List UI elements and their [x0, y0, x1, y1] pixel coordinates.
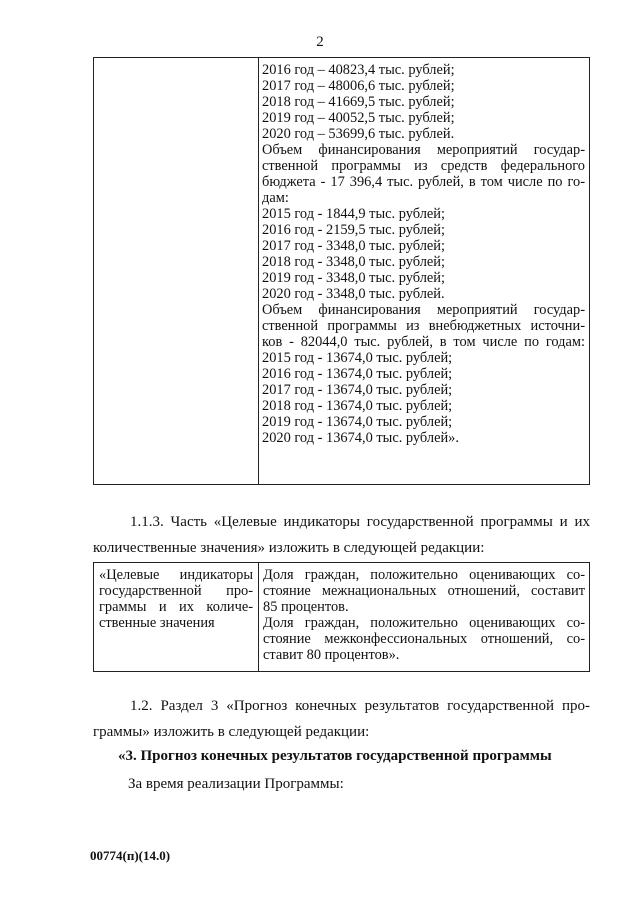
table-line: 2018 год – 41669,5 тыс. рублей; [262, 94, 455, 110]
table-line: бюджета - 17 396,4 тыс. рублей, в том числе по го- [262, 174, 585, 190]
table-line: 2020 год - 3348,0 тыс. рублей. [262, 286, 445, 302]
table-line: Объем финансирования мероприятий государ- [262, 302, 585, 318]
financing-cell [262, 62, 585, 446]
table-line: 2019 год - 3348,0 тыс. рублей; [262, 270, 445, 286]
table-line: Доля граждан, положительно оценивающих со- [263, 615, 585, 631]
table-line: дам: [262, 190, 289, 206]
paragraph-line: 1.1.3. Часть «Целевые индикаторы государственной программы и их [130, 514, 590, 530]
table-column-divider [258, 58, 259, 484]
table-line: «Целевые индикаторы [99, 567, 253, 583]
table-line: 2017 год – 48006,6 тыс. рублей; [262, 78, 455, 94]
table-line: граммы и их количе- [99, 599, 253, 615]
table-line: Доля граждан, положительно оценивающих со- [263, 567, 585, 583]
paragraph-line: 1.2. Раздел 3 «Прогноз конечных результатов государственной про- [130, 698, 590, 714]
table-line: 2019 год - 13674,0 тыс. рублей; [262, 414, 453, 430]
page-number: 2 [316, 34, 324, 50]
table-line: ственные значения [99, 615, 215, 631]
indicators-table [93, 562, 590, 672]
table-line: 2016 год - 2159,5 тыс. рублей; [262, 222, 445, 238]
table-line: государственной про- [99, 583, 253, 599]
table-line: 2020 год – 53699,6 тыс. рублей. [262, 126, 455, 142]
table-line: 2017 год - 13674,0 тыс. рублей; [262, 382, 453, 398]
table-line: ственной программы из внебюджетных источни- [262, 318, 585, 334]
financing-table-continuation [93, 57, 590, 485]
table-line: 2015 год - 13674,0 тыс. рублей; [262, 350, 453, 366]
table-line: 2019 год – 40052,5 тыс. рублей; [262, 110, 455, 126]
table-line: ков - 82044,0 тыс. рублей, в том числе по годам: [262, 334, 585, 350]
program-period-text: За время реализации Программы: [128, 776, 344, 792]
table-line: 2017 год - 3348,0 тыс. рублей; [262, 238, 445, 254]
indicators-values-cell [263, 567, 585, 663]
document-code: 00774(п)(14.0) [90, 848, 171, 863]
paragraph-line: количественные значения» изложить в следующей редакции: [93, 540, 485, 556]
table-line: 85 процентов. [263, 599, 349, 615]
table-line: ставит 80 процентов». [263, 647, 400, 663]
table-line: 2015 год - 1844,9 тыс. рублей; [262, 206, 445, 222]
table-column-divider [258, 563, 259, 671]
table-line: 2018 год - 13674,0 тыс. рублей; [262, 398, 453, 414]
paragraph-line: граммы» изложить в следующей редакции: [93, 724, 370, 740]
indicators-label-cell [99, 567, 253, 631]
paragraph-1-1-3 [93, 509, 590, 561]
paragraph-1-2 [93, 693, 590, 745]
table-line: 2016 год - 13674,0 тыс. рублей; [262, 366, 453, 382]
table-line: стояние межнациональных отношений, составит [263, 583, 585, 599]
section-3-heading: «3. Прогноз конечных результатов государственной программы [118, 748, 552, 764]
table-line: 2018 год - 3348,0 тыс. рублей; [262, 254, 445, 270]
table-line: стояние межконфессиональных отношений, со- [263, 631, 585, 647]
table-line: 2020 год - 13674,0 тыс. рублей». [262, 430, 459, 446]
table-line: ственной программы из средств федерального [262, 158, 585, 174]
table-line: Объем финансирования мероприятий государ- [262, 142, 585, 158]
table-line: 2016 год – 40823,4 тыс. рублей; [262, 62, 455, 78]
